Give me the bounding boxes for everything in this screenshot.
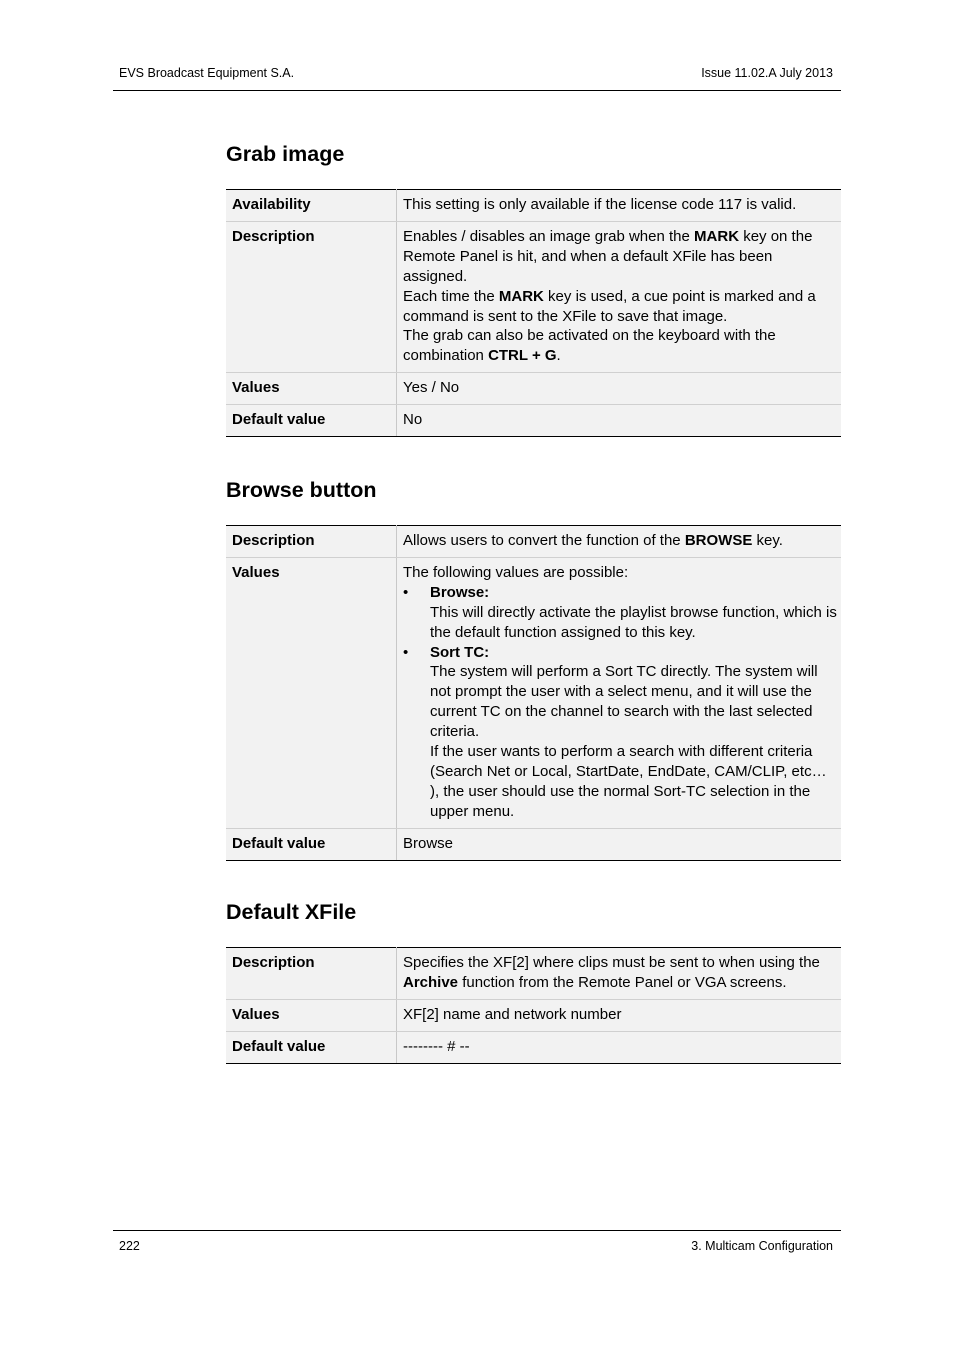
section-title-grab-image: Grab image [226, 142, 345, 166]
list-item [403, 643, 837, 663]
table-row [226, 405, 841, 437]
option-title: Browse: [430, 583, 490, 601]
bullet-icon: • [403, 643, 409, 661]
row-value [397, 557, 842, 828]
row-key: Default value [226, 405, 397, 437]
grab-image-table [226, 189, 841, 437]
row-key: Description [226, 221, 397, 372]
row-value: Yes / No [397, 373, 842, 405]
table-row [226, 1031, 841, 1063]
description-paragraph [403, 326, 837, 366]
page-header [113, 66, 841, 91]
description-paragraph [403, 287, 837, 327]
option-text: The system will perform a Sort TC directly. The system will not prompt the user with a select menu, and it will use the current TC on the channel to search with the last selected criteria. [430, 663, 818, 741]
row-key: Values [226, 373, 397, 405]
text: function from the Remote Panel or VGA screens. [458, 973, 787, 991]
text: key on the Remote Panel is hit, and when a default XFile has been assigned. [403, 227, 813, 285]
row-key: Values [226, 999, 397, 1031]
table-row [226, 526, 841, 558]
text: key is used, a cue point is marked and a command is sent to the XFile to save that image. [403, 287, 816, 325]
footer-chapter: 3. Multicam Configuration [691, 1239, 833, 1253]
row-key: Availability [226, 190, 397, 222]
text: Allows users to convert the function of the [403, 532, 685, 549]
function-name: Archive [403, 973, 459, 991]
row-key: Default value [226, 1031, 397, 1063]
text: Each time the [403, 287, 499, 305]
table-row [226, 190, 841, 222]
row-value [397, 948, 842, 1000]
values-intro: The following values are possible: [403, 563, 629, 581]
row-key: Description [226, 948, 397, 1000]
row-value: -------- # -- [397, 1031, 842, 1063]
default-xfile-table [226, 947, 841, 1064]
table-row [226, 828, 841, 860]
row-value: XF[2] name and network number [397, 999, 842, 1031]
section-title-browse-button: Browse button [226, 478, 377, 502]
row-value [397, 221, 842, 372]
row-key: Values [226, 557, 397, 828]
key-name: MARK [498, 287, 544, 305]
description-paragraph [403, 227, 837, 287]
list-item [403, 583, 837, 603]
text: Specifies the XF[2] where clips must be sent to when using the [403, 954, 820, 971]
table-row [226, 557, 841, 828]
table-row [226, 999, 841, 1031]
header-issue: Issue 11.02.A July 2013 [701, 66, 833, 80]
row-value [397, 526, 842, 558]
bullet-icon: • [403, 583, 409, 601]
table-row [226, 221, 841, 372]
browse-button-table [226, 525, 841, 861]
row-value: Browse [397, 828, 842, 860]
text: . [556, 347, 561, 365]
key-name: BROWSE [684, 532, 753, 549]
page-number: 222 [119, 1239, 140, 1253]
row-value: This setting is only available if the license code 117 is valid. [397, 190, 842, 222]
option-title: Sort TC: [430, 643, 490, 661]
key-combination: CTRL + G [488, 347, 557, 365]
table-row [226, 948, 841, 1000]
row-value: No [397, 405, 842, 437]
text: key. [752, 532, 783, 549]
text: The grab can also be activated on the keyboard with the combination [403, 327, 776, 365]
option-text: If the user wants to perform a search with different criteria (Search Net or Local, StartDate, EndDate, CAM/CLIP, etc… ), the user should use the normal Sort-TC selection in the upper menu. [430, 743, 827, 820]
table-row [226, 373, 841, 405]
option-text: This will directly activate the playlist browse function, which is the default function assigned to this key. [430, 603, 837, 641]
row-key: Default value [226, 828, 397, 860]
text: Enables / disables an image grab when the [403, 227, 695, 245]
key-name: MARK [694, 227, 740, 245]
page-footer [113, 1230, 841, 1253]
header-company: EVS Broadcast Equipment S.A. [119, 66, 295, 80]
row-key: Description [226, 526, 397, 558]
section-title-default-xfile: Default XFile [226, 900, 357, 924]
